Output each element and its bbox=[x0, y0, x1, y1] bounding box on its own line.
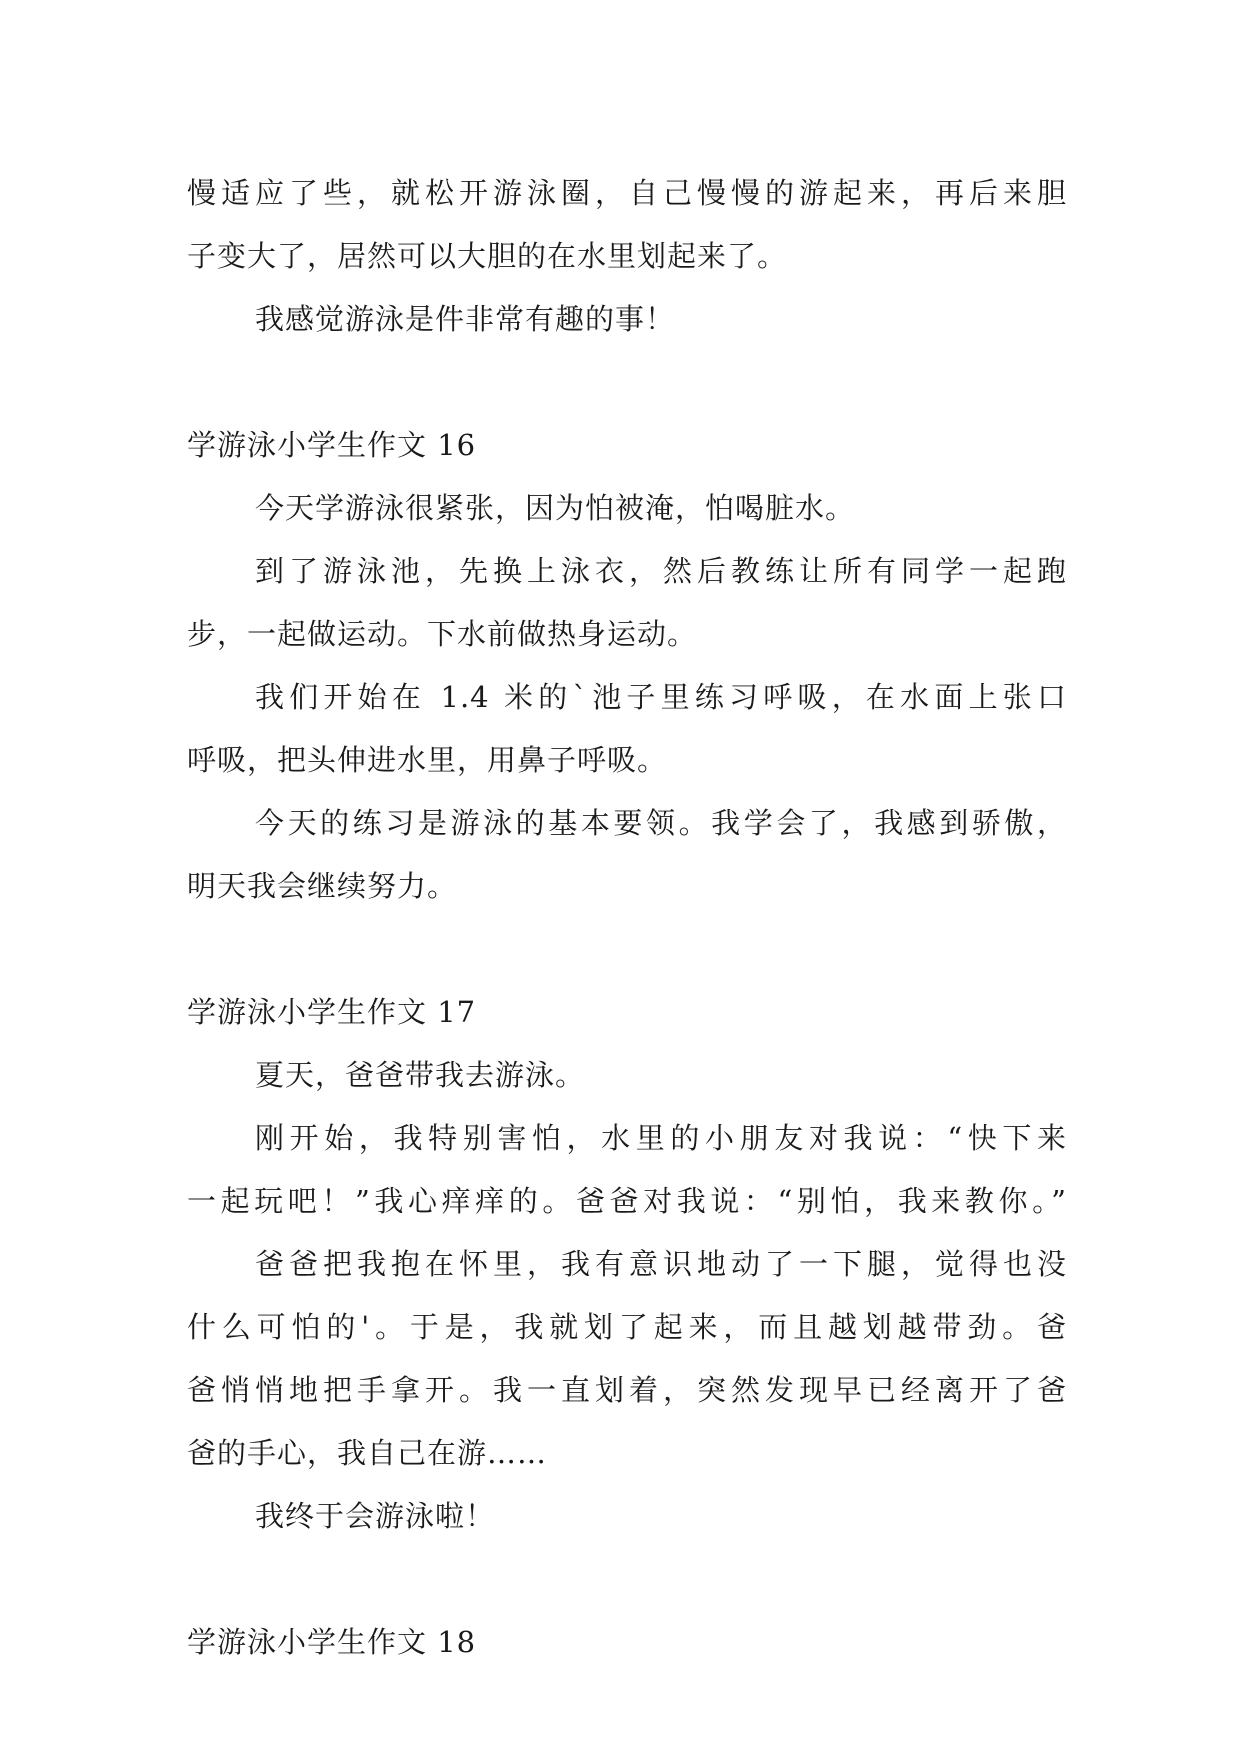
section-gap bbox=[187, 351, 1067, 414]
text-line: 子变大了，居然可以大胆的在水里划起来了。 bbox=[187, 239, 788, 273]
text-line: 今天的练习是游泳的基本要领。我学会了，我感到骄傲， bbox=[255, 806, 1067, 840]
text-line: 明天我会继续努力。 bbox=[187, 869, 458, 903]
paragraph bbox=[187, 792, 1067, 918]
section-gap bbox=[187, 918, 1067, 981]
paragraph bbox=[187, 1044, 1067, 1107]
paragraph bbox=[187, 288, 1067, 351]
text-line: 我终于会游泳啦！ bbox=[255, 1499, 496, 1533]
text-line: 呼吸，把头伸进水里，用鼻子呼吸。 bbox=[187, 743, 668, 777]
paragraph bbox=[187, 1485, 1067, 1548]
text-line: 慢适应了些，就松开游泳圈，自己慢慢的游起来，再后来胆 bbox=[187, 176, 1067, 210]
text-line: 步，一起做运动。下水前做热身运动。 bbox=[187, 617, 698, 651]
text-line: 夏天，爸爸带我去游泳。 bbox=[255, 1058, 586, 1092]
paragraph bbox=[187, 666, 1067, 792]
paragraph bbox=[187, 1233, 1067, 1485]
paragraph bbox=[187, 477, 1067, 540]
text-line: 爸的手心，我自己在游…… bbox=[187, 1436, 548, 1470]
text-line: 爸悄悄地把手拿开。我一直划着，突然发现早已经离开了爸 bbox=[187, 1373, 1067, 1407]
section-gap bbox=[187, 1548, 1067, 1611]
paragraph bbox=[187, 540, 1067, 666]
text-line: 刚开始，我特别害怕，水里的小朋友对我说：“快下来 bbox=[255, 1121, 1067, 1155]
text-line: 到了游泳池，先换上泳衣，然后教练让所有同学一起跑 bbox=[255, 554, 1067, 588]
text-line: 一起玩吧！”我心痒痒的。爸爸对我说：“别怕，我来教你。” bbox=[187, 1184, 1067, 1218]
text-line: 今天学游泳很紧张，因为怕被淹，怕喝脏水。 bbox=[255, 491, 856, 525]
paragraph bbox=[187, 1107, 1067, 1233]
essay-heading: 学游泳小学生作文 16 bbox=[187, 428, 477, 462]
essay-heading: 学游泳小学生作文 17 bbox=[187, 995, 477, 1029]
text-line: 我们开始在 1.4 米的`池子里练习呼吸，在水面上张口 bbox=[255, 680, 1067, 714]
text-line: 我感觉游泳是件非常有趣的事！ bbox=[255, 302, 676, 336]
text-line: 什么可怕的'。于是，我就划了起来，而且越划越带劲。爸 bbox=[187, 1310, 1067, 1344]
essay-heading: 学游泳小学生作文 18 bbox=[187, 1625, 477, 1659]
paragraph bbox=[187, 162, 1067, 288]
text-line: 爸爸把我抱在怀里，我有意识地动了一下腿，觉得也没 bbox=[255, 1247, 1067, 1281]
document-body bbox=[187, 162, 1067, 1674]
